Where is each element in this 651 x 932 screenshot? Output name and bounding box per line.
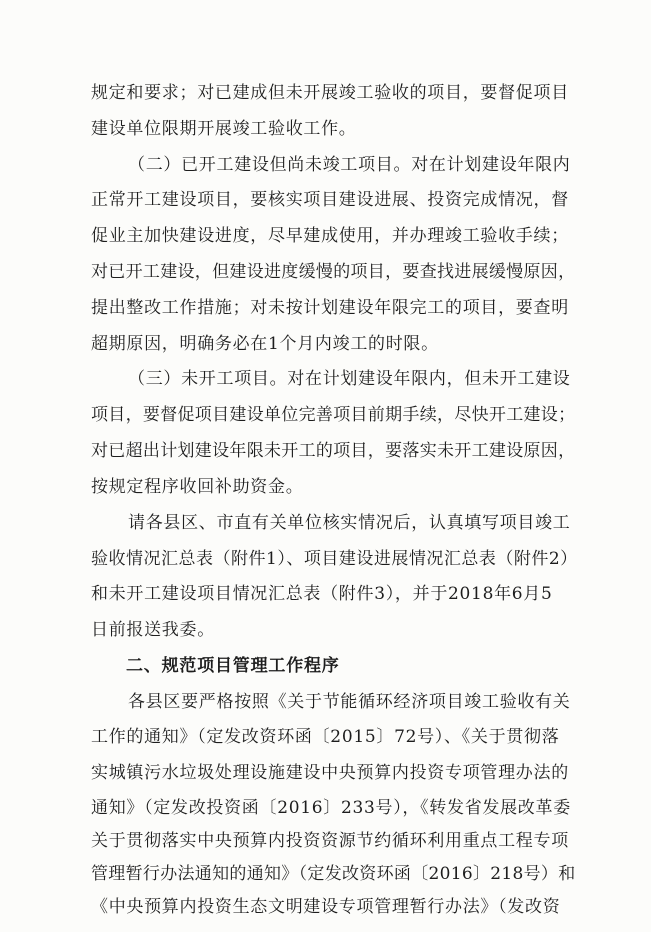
text-line: 管理暂行办法通知的通知》（定发改资环函〔2016〕218号）和 <box>91 864 576 884</box>
text-line: 建设单位限期开展竣工验收工作。 <box>91 119 357 139</box>
text-line: 对已开工建设，但建设进度缓慢的项目，要查找进展缓慢原因， <box>91 262 576 282</box>
text-line: 各县区要严格按照《关于节能循环经济项目竣工验收有关 <box>128 692 571 712</box>
section-heading: 二、规范项目管理工作程序 <box>126 656 340 676</box>
text-line: 项目，要督促项目建设单位完善项目前期手续，尽快开工建设； <box>91 405 576 425</box>
text-line: 关于贯彻落实中央预算内投资资源节约循环利用重点工程专项 <box>91 831 569 851</box>
text-line: 对已超出计划建设年限未开工的项目，要落实未开工建设原因， <box>91 441 576 461</box>
text-line: 促业主加快建设进度，尽早建成使用，并办理竣工验收手续； <box>91 226 569 246</box>
text-line: 按规定程序收回补助资金。 <box>91 477 304 497</box>
text-line: 通知》（定发改投资函〔2016〕233号），《转发省发展改革委 <box>91 798 571 818</box>
text-line: 工作的通知》（定发改资环函〔2015〕72号）、《关于贯彻落 <box>91 727 560 747</box>
text-line: 规定和要求；对已建成但未开展竣工验收的项目，要督促项目 <box>91 83 569 103</box>
text-line: 提出整改工作措施；对未按计划建设年限完工的项目，要查明 <box>91 298 569 318</box>
text-line: 《中央预算内投资生态文明建设专项管理暂行办法》（发改资 <box>91 897 561 917</box>
text-line: （三）未开工项目。对在计划建设年限内，但未开工建设 <box>128 369 571 389</box>
text-line: 超期原因，明确务必在1个月内竣工的时限。 <box>91 334 439 354</box>
text-line: 实城镇污水垃圾处理设施建设中央预算内投资专项管理办法的 <box>91 763 569 783</box>
text-line: 日前报送我委。 <box>91 620 215 640</box>
text-line: 和未开工建设项目情况汇总表（附件3），并于2018年6月5 <box>91 584 553 604</box>
text-line: 请各县区、市直有关单位核实情况后，认真填写项目竣工 <box>128 513 571 533</box>
text-line: 验收情况汇总表（附件1）、项目建设进展情况汇总表（附件2） <box>91 549 578 569</box>
text-line: （二）已开工建设但尚未竣工项目。对在计划建设年限内 <box>128 155 571 175</box>
text-line: 正常开工建设项目，要核实项目建设进展、投资完成情况，督 <box>91 190 569 210</box>
